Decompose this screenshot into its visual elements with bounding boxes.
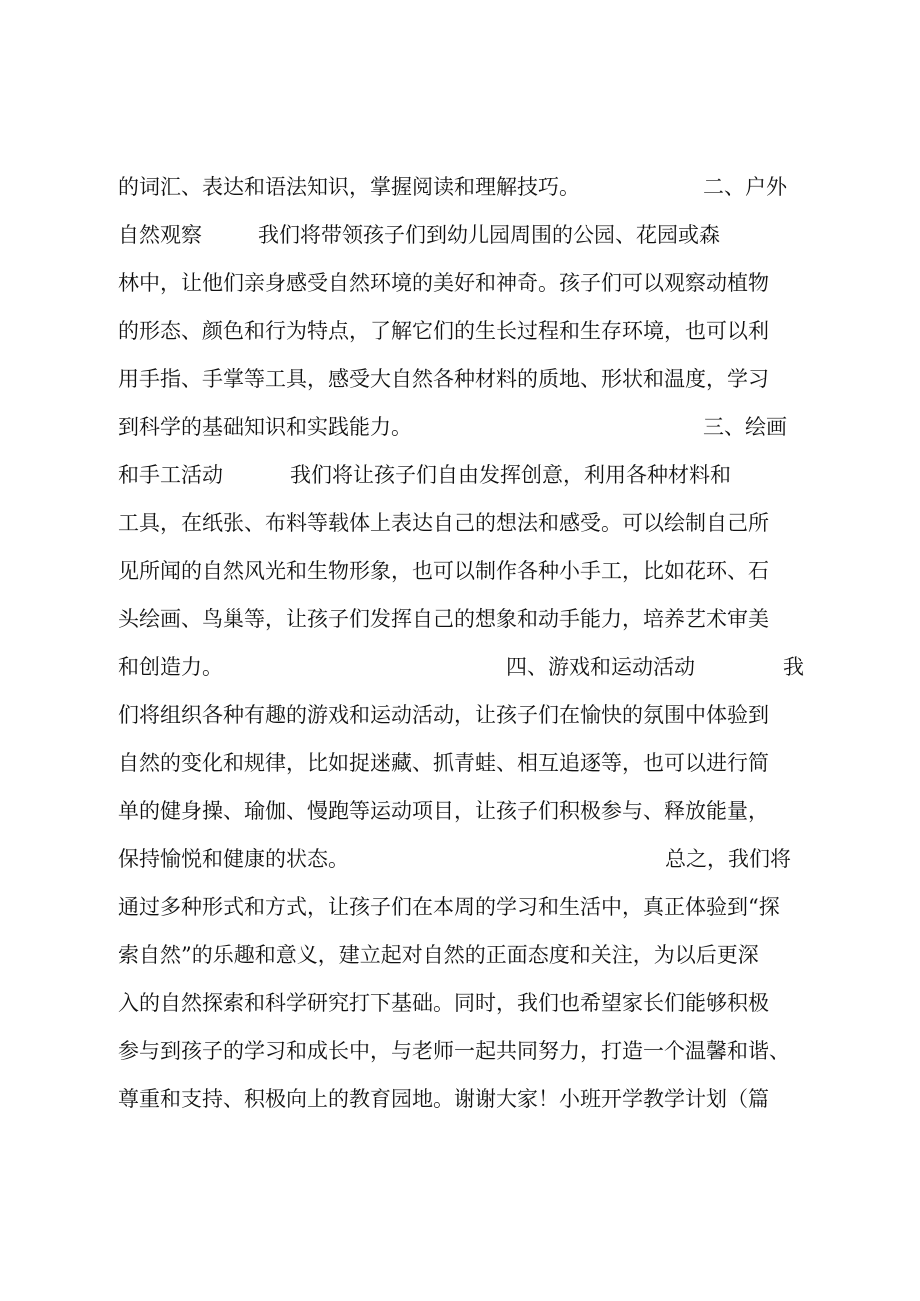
text-line-10: 头绘画、鸟巢等，让孩子们发挥自己的想象和动手能力，培养艺术审美 bbox=[118, 607, 769, 631]
text-line-6 bbox=[118, 403, 798, 451]
text-line-5: 用手指、手掌等工具，感受大自然各种材料的质地、形状和温度，学习 bbox=[118, 367, 769, 391]
text-line-7 bbox=[118, 451, 798, 499]
heading-4-games: 四、游戏和运动活动 bbox=[506, 655, 695, 679]
text-line-19: 参与到孩子的学习和成长中，与老师一起共同努力，打造一个温馨和谐、 bbox=[118, 1039, 790, 1063]
text-line-1 bbox=[118, 163, 798, 211]
line-2-left: 自然观察 bbox=[118, 223, 202, 247]
line-7-right: 我们将让孩子们自由发挥创意，利用各种材料和 bbox=[290, 463, 731, 487]
text-line-14: 单的健身操、瑜伽、慢跑等运动项目，让孩子们积极参与、释放能量， bbox=[118, 799, 769, 823]
line-7-left: 和手工活动 bbox=[118, 463, 223, 487]
line-1-left: 的词汇、表达和语法知识，掌握阅读和理解技巧。 bbox=[118, 175, 580, 199]
line-15-left: 保持愉悦和健康的状态。 bbox=[118, 847, 349, 871]
line-2-right: 我们将带领孩子们到幼儿园周围的公园、花园或森 bbox=[258, 223, 720, 247]
line-6-left: 到科学的基础知识和实践能力。 bbox=[118, 415, 412, 439]
text-line-11 bbox=[118, 643, 808, 691]
text-line-20: 尊重和支持、积极向上的教育园地。谢谢大家！小班开学教学计划（篇 bbox=[118, 1087, 769, 1111]
text-line-15 bbox=[118, 835, 808, 883]
text-line-3: 林中，让他们亲身感受自然环境的美好和神奇。孩子们可以观察动植物 bbox=[118, 271, 769, 295]
text-line-9: 见所闻的自然风光和生物形象，也可以制作各种小手工，比如花环、石 bbox=[118, 559, 769, 583]
heading-2-outdoor: 二、户外 bbox=[703, 175, 787, 199]
text-line-12: 们将组织各种有趣的游戏和运动活动，让孩子们在愉快的氛围中体验到 bbox=[118, 703, 769, 727]
text-line-13: 自然的变化和规律，比如捉迷藏、抓青蛙、相互追逐等，也可以进行简 bbox=[118, 751, 769, 775]
heading-3-drawing: 三、绘画 bbox=[703, 415, 787, 439]
summary-heading: 总之，我们将 bbox=[665, 847, 791, 871]
text-line-17: 索自然”的乐趣和意义，建立起对自然的正面态度和关注，为以后更深 bbox=[118, 943, 759, 967]
text-line-16: 通过多种形式和方式，让孩子们在本周的学习和生活中，真正体验到“探 bbox=[118, 895, 780, 919]
text-line-4: 的形态、颜色和行为特点，了解它们的生长过程和生存环境，也可以利 bbox=[118, 319, 769, 343]
text-line-18: 入的自然探索和科学研究打下基础。同时，我们也希望家长们能够积极 bbox=[118, 991, 769, 1015]
text-line-2 bbox=[118, 211, 798, 259]
line-11-right: 我 bbox=[783, 655, 804, 679]
line-11-left: 和创造力。 bbox=[118, 655, 223, 679]
text-line-8: 工具，在纸张、布料等载体上表达自己的想法和感受。可以绘制自己所 bbox=[118, 511, 769, 535]
